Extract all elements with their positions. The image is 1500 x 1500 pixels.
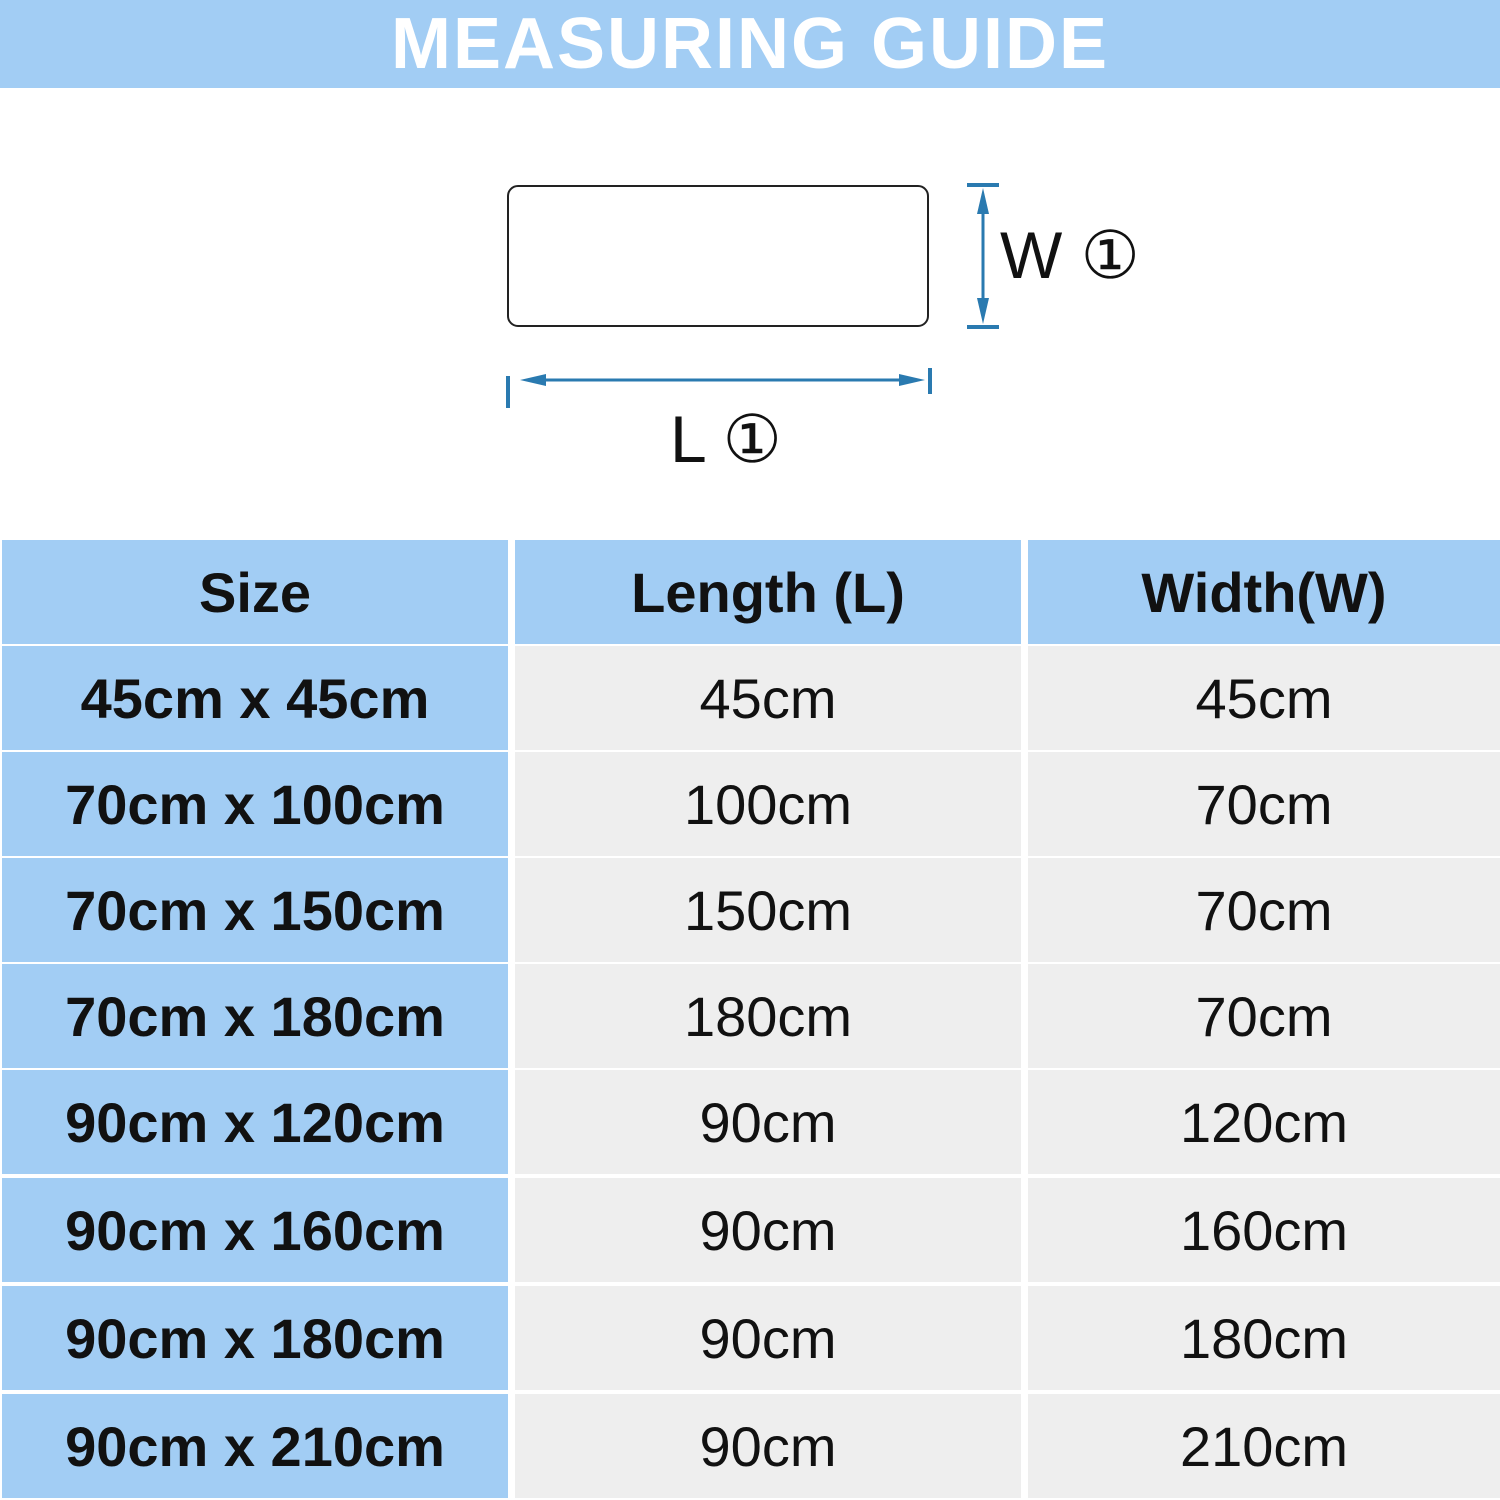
table-row <box>0 858 1500 962</box>
size-cell: 90cm x 160cm <box>2 1178 508 1282</box>
length-label: L ① <box>670 402 782 476</box>
table-row <box>0 1286 1500 1390</box>
length-cell: 90cm <box>515 1394 1021 1498</box>
table-row <box>0 964 1500 1068</box>
size-cell: 45cm x 45cm <box>2 646 508 750</box>
measuring-diagram <box>0 88 1500 538</box>
width-cell: 45cm <box>1028 646 1500 750</box>
header-width: Width(W) <box>1028 540 1500 644</box>
length-cell: 90cm <box>515 1070 1021 1174</box>
length-cell: 45cm <box>515 646 1021 750</box>
width-cell: 70cm <box>1028 964 1500 1068</box>
table-row <box>0 1394 1500 1498</box>
table-row <box>0 646 1500 750</box>
size-cell: 70cm x 100cm <box>2 752 508 856</box>
header-size: Size <box>2 540 508 644</box>
width-cell: 70cm <box>1028 858 1500 962</box>
size-cell: 90cm x 180cm <box>2 1286 508 1390</box>
table-row <box>0 1178 1500 1282</box>
width-cell: 180cm <box>1028 1286 1500 1390</box>
length-cell: 90cm <box>515 1178 1021 1282</box>
table-header-row <box>0 540 1500 644</box>
size-cell: 70cm x 150cm <box>2 858 508 962</box>
header-length: Length (L) <box>515 540 1021 644</box>
width-cell: 160cm <box>1028 1178 1500 1282</box>
length-cell: 150cm <box>515 858 1021 962</box>
size-cell: 70cm x 180cm <box>2 964 508 1068</box>
page-title: MEASURING GUIDE <box>390 4 1110 84</box>
size-cell: 90cm x 210cm <box>2 1394 508 1498</box>
size-table <box>0 538 1500 1500</box>
length-cell: 90cm <box>515 1286 1021 1390</box>
rug-outline <box>508 186 928 326</box>
width-cell: 120cm <box>1028 1070 1500 1174</box>
table-row <box>0 752 1500 856</box>
width-cell: 210cm <box>1028 1394 1500 1498</box>
length-cell: 180cm <box>515 964 1021 1068</box>
banner <box>0 0 1500 88</box>
width-arrow <box>967 185 999 327</box>
width-label: W ① <box>1000 218 1140 292</box>
size-cell: 90cm x 120cm <box>2 1070 508 1174</box>
table-row <box>0 1070 1500 1174</box>
width-cell: 70cm <box>1028 752 1500 856</box>
length-cell: 100cm <box>515 752 1021 856</box>
